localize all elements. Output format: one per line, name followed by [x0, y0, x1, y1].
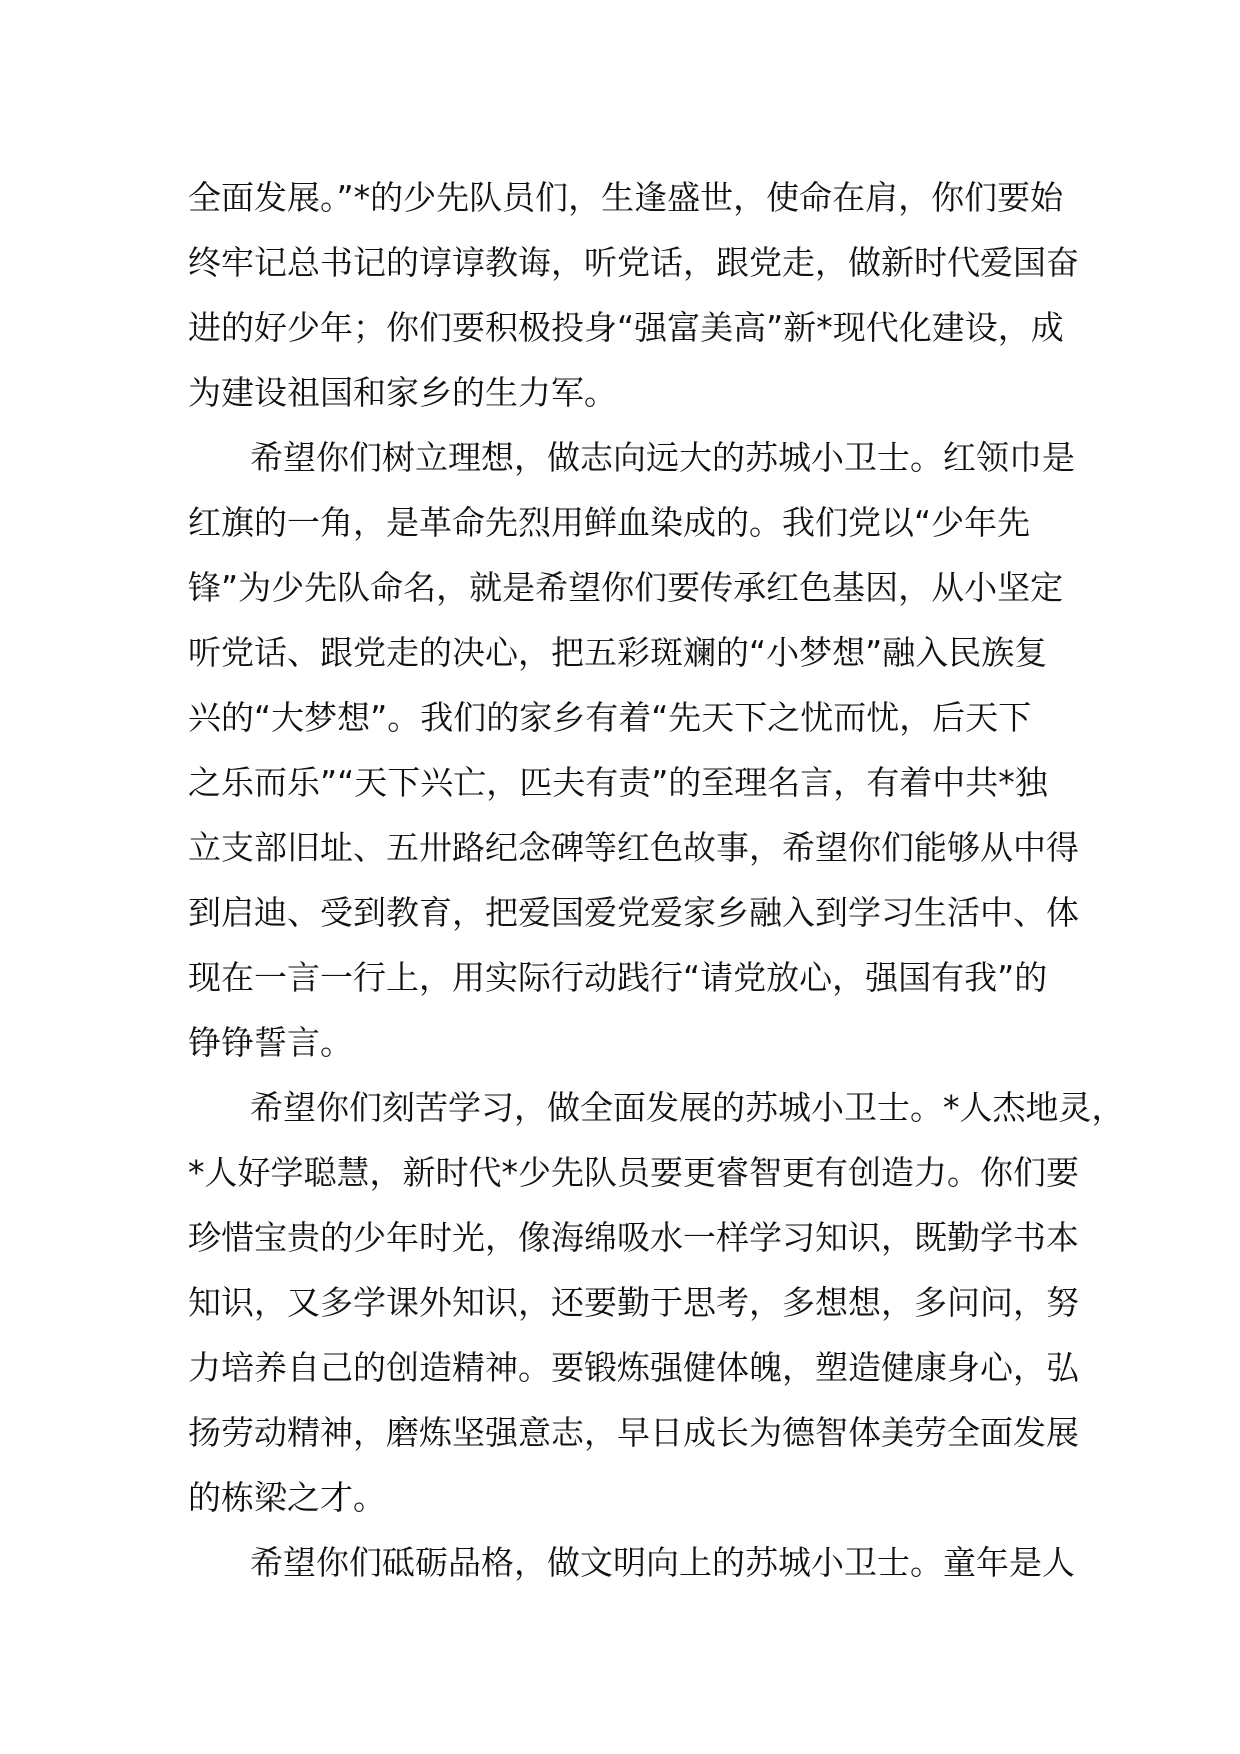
- text-line: 锋”为少先队命名，就是希望你们要传承红色基因，从小坚定: [188, 568, 1064, 607]
- text-line: 兴的“大梦想”。我们的家乡有着“先天下之忧而忧，后天下: [188, 698, 1032, 737]
- text-line: 珍惜宝贵的少年时光，像海绵吸水一样学习知识，既勤学书本: [188, 1218, 1079, 1257]
- paragraph-start-line: 希望你们刻苦学习，做全面发展的苏城小卫士。*人杰地灵，: [250, 1088, 1125, 1127]
- text-line: 红旗的一角，是革命先烈用鲜血染成的。我们党以“少年先: [188, 503, 1031, 542]
- text-line: 知识，又多学课外知识，还要勤于思考，多想想，多问问，努: [188, 1283, 1079, 1322]
- paragraph-start-line: 希望你们砥砺品格，做文明向上的苏城小卫士。童年是人: [250, 1543, 1075, 1582]
- text-line: *人好学聪慧，新时代*少先队员要更睿智更有创造力。你们要: [188, 1153, 1079, 1192]
- body-text: [188, 165, 1125, 1595]
- text-line: 到启迪、受到教育，把爱国爱党爱家乡融入到学习生活中、体: [188, 893, 1079, 932]
- text-line: 进的好少年；你们要积极投身“强富美高”新*现代化建设，成: [188, 308, 1064, 347]
- text-line: 全面发展。”*的少先队员们，生逢盛世，使命在肩，你们要始: [188, 178, 1064, 217]
- text-line: 现在一言一行上，用实际行动践行“请党放心，强国有我”的: [188, 958, 1048, 997]
- text-line: 立支部旧址、五卅路纪念碑等红色故事，希望你们能够从中得: [188, 828, 1079, 867]
- text-line: 铮铮誓言。: [188, 1023, 353, 1062]
- text-line: 听党话、跟党走的决心，把五彩斑斓的“小梦想”融入民族复: [188, 633, 1048, 672]
- text-line: 之乐而乐”“天下兴亡，匹夫有责”的至理名言，有着中共*独: [188, 763, 1048, 802]
- text-line: 扬劳动精神，磨炼坚强意志，早日成长为德智体美劳全面发展: [188, 1413, 1079, 1452]
- text-line: 的栋梁之才。: [188, 1478, 386, 1517]
- text-line: 终牢记总书记的谆谆教诲，听党话，跟党走，做新时代爱国奋: [188, 243, 1079, 282]
- paragraph-start-line: 希望你们树立理想，做志向远大的苏城小卫士。红领巾是: [250, 438, 1075, 477]
- text-line: 力培养自己的创造精神。要锻炼强健体魄，塑造健康身心，弘: [188, 1348, 1079, 1387]
- text-line: 为建设祖国和家乡的生力军。: [188, 373, 617, 412]
